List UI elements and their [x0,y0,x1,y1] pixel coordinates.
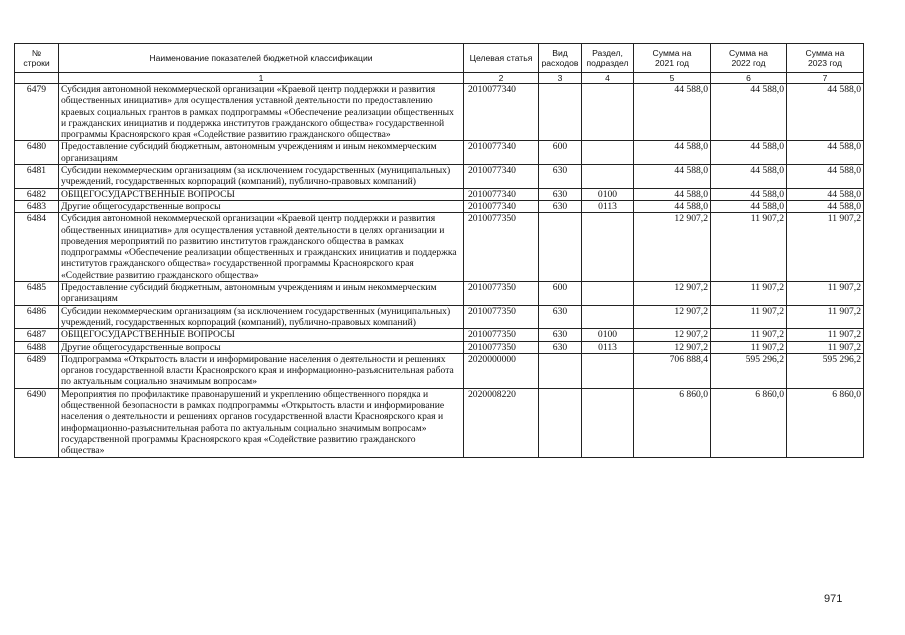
sum-2021: 12 907,2 [634,282,711,306]
row-name: Другие общегосударственные вопросы [59,341,464,353]
header-row [15,44,864,73]
row-number: 6482 [15,188,59,200]
sum-2022: 11 907,2 [711,341,787,353]
expense-type: 600 [539,282,582,306]
section-code [582,213,634,282]
table-row [15,165,864,189]
header-target: Целевая статья [464,44,539,73]
sum-2023: 44 588,0 [787,84,864,141]
row-number: 6481 [15,165,59,189]
row-name: Субсидия автономной некоммерческой организации «Краевой центр поддержки и развития общественных инициатив» для осуществления уставной деятельности по предоставлению краевых социальных грантов в рамках подпрограммы «Обеспечение реализации общественных и гражданских инициатив и поддержка институтов гражданского общества» государственной программы Красноярского края «Содействие развитию гражданского общества» [59,84,464,141]
sum-2021: 12 907,2 [634,329,711,341]
target-article: 2010077350 [464,282,539,306]
sum-2023: 44 588,0 [787,165,864,189]
sum-2022: 595 296,2 [711,353,787,388]
sum-2021: 6 860,0 [634,388,711,457]
section-code [582,282,634,306]
expense-type: 630 [539,305,582,329]
expense-type: 630 [539,200,582,212]
column-number: 3 [539,73,582,84]
row-number: 6489 [15,353,59,388]
row-number: 6488 [15,341,59,353]
table-row [15,200,864,212]
expense-type: 630 [539,188,582,200]
header-name: Наименование показателей бюджетной классификации [59,44,464,73]
target-article: 2010077350 [464,305,539,329]
row-name: Мероприятия по профилактике правонарушений и укреплению общественного порядка и общественной безопасности в рамках подпрограммы «Открытость власти и информирование населения о деятельности и решениях органов государственной власти Красноярского края и информационно-разъяснительная работа по актуальным социально значимым вопросам» государственной программы Красноярского края «Содействие развитию гражданского общества» [59,388,464,457]
section-code [582,84,634,141]
row-number: 6479 [15,84,59,141]
section-code: 0113 [582,341,634,353]
target-article: 2020000000 [464,353,539,388]
section-code [582,141,634,165]
sum-2021: 44 588,0 [634,84,711,141]
sum-2021: 44 588,0 [634,188,711,200]
header-exp-type: Вид расходов [539,44,582,73]
row-number: 6483 [15,200,59,212]
row-number: 6484 [15,213,59,282]
row-name: Другие общегосударственные вопросы [59,200,464,212]
column-number-row [15,73,864,84]
header-section: Раздел, подраздел [582,44,634,73]
row-number: 6485 [15,282,59,306]
row-name: ОБЩЕГОСУДАРСТВЕННЫЕ ВОПРОСЫ [59,188,464,200]
section-code [582,305,634,329]
row-name: Предоставление субсидий бюджетным, автономным учреждениям и иным некоммерческим организациям [59,141,464,165]
column-number: 5 [634,73,711,84]
row-number: 6487 [15,329,59,341]
row-number: 6486 [15,305,59,329]
target-article: 2010077340 [464,165,539,189]
section-code [582,165,634,189]
table-body [15,84,864,458]
sum-2023: 44 588,0 [787,141,864,165]
sum-2022: 11 907,2 [711,305,787,329]
sum-2021: 12 907,2 [634,341,711,353]
sum-2021: 12 907,2 [634,213,711,282]
sum-2021: 706 888,4 [634,353,711,388]
sum-2022: 11 907,2 [711,213,787,282]
row-name: Субсидии некоммерческим организациям (за исключением государственных (муниципальных) учреждений, государственных корпораций (компаний), публично-правовых компаний) [59,305,464,329]
sum-2023: 6 860,0 [787,388,864,457]
sum-2021: 44 588,0 [634,165,711,189]
table-row [15,84,864,141]
section-code [582,353,634,388]
sum-2022: 44 588,0 [711,188,787,200]
section-code: 0100 [582,329,634,341]
expense-type [539,213,582,282]
target-article: 2010077350 [464,329,539,341]
row-name: Подпрограмма «Открытость власти и информирование населения о деятельности и решениях органов государственной власти Красноярского края и информационно-разъяснительная работа по актуальным социально значимым вопросам» [59,353,464,388]
table-row [15,282,864,306]
target-article: 2010077340 [464,84,539,141]
sum-2021: 44 588,0 [634,200,711,212]
header-sum-2022: Сумма на 2022 год [711,44,787,73]
header-row-no: № строки [15,44,59,73]
expense-type [539,353,582,388]
sum-2023: 11 907,2 [787,282,864,306]
sum-2022: 44 588,0 [711,165,787,189]
target-article: 2010077340 [464,200,539,212]
sum-2022: 44 588,0 [711,84,787,141]
row-name: Предоставление субсидий бюджетным, автономным учреждениям и иным некоммерческим организациям [59,282,464,306]
target-article: 2010077350 [464,213,539,282]
table-row [15,353,864,388]
expense-type: 630 [539,341,582,353]
target-article: 2010077350 [464,341,539,353]
sum-2021: 12 907,2 [634,305,711,329]
expense-type: 630 [539,165,582,189]
sum-2023: 44 588,0 [787,200,864,212]
table-row [15,329,864,341]
sum-2021: 44 588,0 [634,141,711,165]
target-article: 2010077340 [464,188,539,200]
sum-2023: 44 588,0 [787,188,864,200]
budget-table [14,43,864,458]
expense-type: 630 [539,329,582,341]
row-name: Субсидия автономной некоммерческой организации «Краевой центр поддержки и развития общественных инициатив» для осуществления уставной деятельности в целях организации и проведения мероприятий по развитию институтов гражданского общества в рамках подпрограммы «Обеспечение реализации общественных и гражданских инициатив и поддержка институтов гражданского общества» государственной программы Красноярского края «Содействие развитию гражданского общества» [59,213,464,282]
sum-2023: 11 907,2 [787,329,864,341]
table-row [15,341,864,353]
row-number: 6490 [15,388,59,457]
section-code: 0100 [582,188,634,200]
sum-2023: 595 296,2 [787,353,864,388]
table-row [15,188,864,200]
page-number: 971 [824,593,843,605]
section-code [582,388,634,457]
column-number: 7 [787,73,864,84]
section-code: 0113 [582,200,634,212]
table-row [15,305,864,329]
sum-2022: 44 588,0 [711,200,787,212]
table-row [15,388,864,457]
column-number: 6 [711,73,787,84]
row-number: 6480 [15,141,59,165]
row-name: ОБЩЕГОСУДАРСТВЕННЫЕ ВОПРОСЫ [59,329,464,341]
row-name: Субсидии некоммерческим организациям (за исключением государственных (муниципальных) учреждений, государственных корпораций (компаний), публично-правовых компаний) [59,165,464,189]
table-row [15,141,864,165]
header-sum-2021: Сумма на 2021 год [634,44,711,73]
sum-2023: 11 907,2 [787,341,864,353]
sum-2022: 44 588,0 [711,141,787,165]
column-number: 4 [582,73,634,84]
sum-2022: 6 860,0 [711,388,787,457]
target-article: 2010077340 [464,141,539,165]
expense-type [539,84,582,141]
table-row [15,213,864,282]
column-number: 2 [464,73,539,84]
sum-2022: 11 907,2 [711,329,787,341]
header-sum-2023: Сумма на 2023 год [787,44,864,73]
sum-2023: 11 907,2 [787,305,864,329]
sum-2023: 11 907,2 [787,213,864,282]
expense-type: 600 [539,141,582,165]
expense-type [539,388,582,457]
sum-2022: 11 907,2 [711,282,787,306]
column-number: 1 [59,73,464,84]
target-article: 2020008220 [464,388,539,457]
